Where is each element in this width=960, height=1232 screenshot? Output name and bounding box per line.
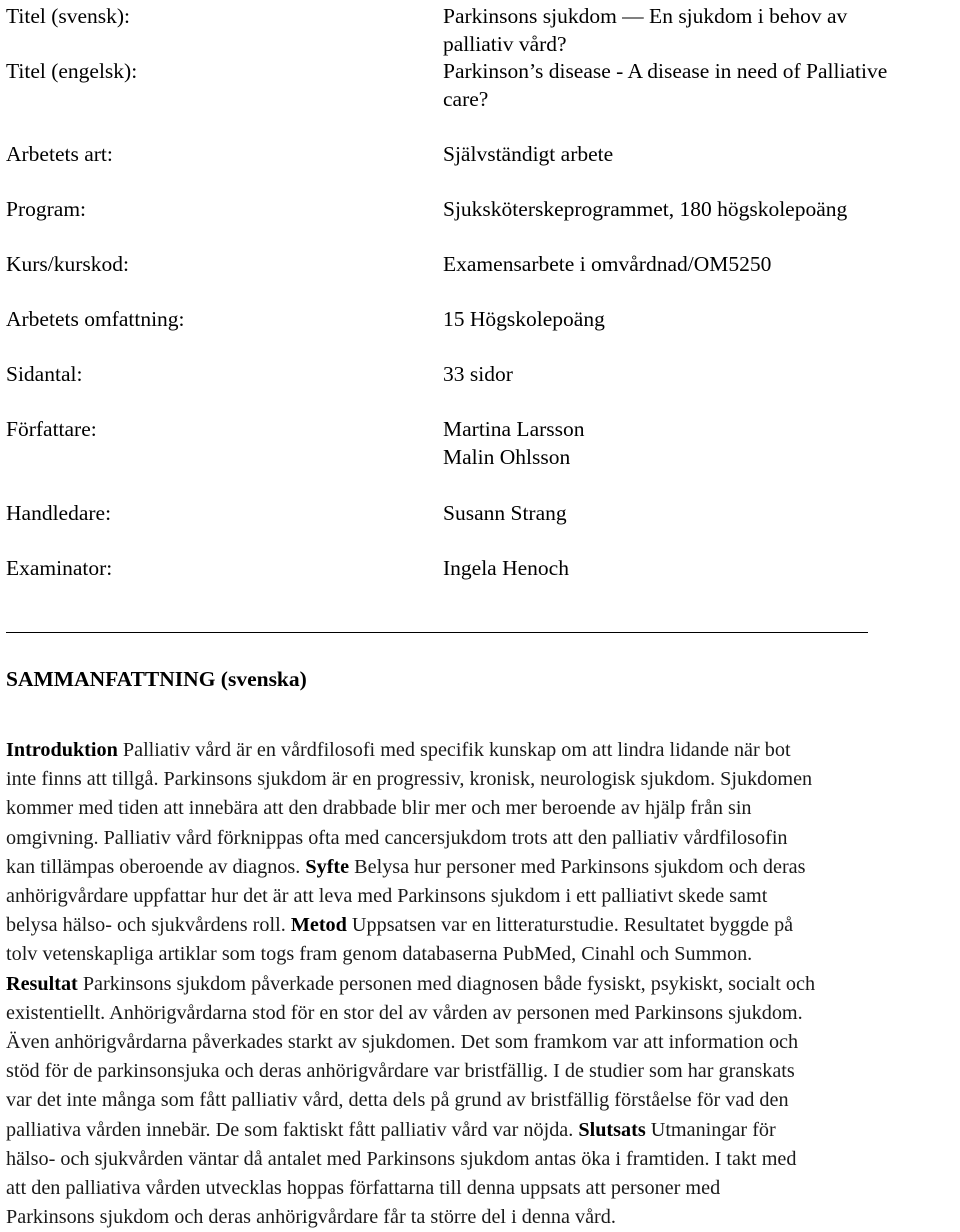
summary-heading: SAMMANFATTNING (svenska) (6, 667, 307, 691)
meta-label: Examinator: (6, 556, 113, 580)
abstract-line (6, 1057, 956, 1086)
abstract-text: var det inte många som fått palliativ vård, detta dels på grund av bristfällig förståelse för vad den (6, 1089, 789, 1112)
meta-value-line: care? (443, 87, 489, 111)
meta-value (443, 2, 943, 58)
meta-label: Arbetets omfattning: (6, 307, 185, 331)
meta-value (443, 140, 943, 168)
meta-label: Titel (engelsk): (6, 59, 138, 83)
meta-value-line: Parkinsons sjukdom — En sjukdom i behov av (443, 4, 848, 28)
abstract-text: kan tillämpas oberoende av diagnos. (6, 855, 306, 878)
abstract-text: belysa hälso- och sjukvårdens roll. (6, 914, 291, 937)
abstract-line (6, 853, 956, 882)
meta-value-line: palliativ vård? (443, 32, 567, 56)
meta-label: Handledare: (6, 501, 112, 525)
abstract-text: existentiellt. Anhörigvårdarna stod för en stor del av vården av personen med Parkinsons sjukdom. (6, 1001, 803, 1024)
meta-value-line: Examensarbete i omvårdnad/OM5250 (443, 252, 772, 276)
abstract-text: att den palliativa vården utvecklas hoppas författarna till denna uppsats att personer med (6, 1177, 721, 1200)
abstract-text: hälso- och sjukvården väntar då antalet med Parkinsons sjukdom antas öka i framtiden. I takt med (6, 1147, 797, 1170)
section-divider (6, 632, 868, 633)
abstract-line (6, 736, 956, 765)
abstract-text: kommer med tiden att innebära att den drabbade blir mer och mer beroende av hjälp från sin (6, 797, 752, 820)
abstract-line (6, 1145, 956, 1174)
abstract-text: omgivning. Palliativ vård förknippas ofta med cancersjukdom trots att den palliativ vårdfilosofin (6, 826, 788, 849)
abstract-text: Utmaningar för (645, 1118, 776, 1141)
abstract-line (6, 999, 956, 1028)
meta-value-line: Sjuksköterskeprogrammet, 180 högskolepoäng (443, 197, 848, 221)
meta-value-line: Susann Strang (443, 501, 567, 525)
abstract-text: Uppsatsen var en litteraturstudie. Resultatet byggde på (346, 914, 794, 937)
abstract-text: Belysa hur personer med Parkinsons sjukdom och deras (349, 855, 806, 878)
abstract-text: Palliativ vård är en vårdfilosofi med specifik kunskap om att lindra lidande när bot (117, 739, 791, 761)
abstract-line (6, 911, 956, 940)
abstract-text: Parkinsons sjukdom påverkade personen med diagnosen både fysiskt, psykiskt, socialt och (77, 972, 816, 995)
abstract-text: anhörigvårdare uppfattar hur det är att leva med Parkinsons sjukdom i ett palliativt skede samt (6, 885, 768, 908)
meta-label: Arbetets art: (6, 142, 113, 166)
abstract-line (6, 1086, 956, 1115)
meta-value-line: Malin Ohlsson (443, 445, 571, 469)
abstract-text: tolv vetenskapliga artiklar som togs fram genom databaserna PubMed, Cinahl och Summon. (6, 943, 753, 966)
meta-value (443, 360, 943, 388)
abstract-line (6, 1028, 956, 1057)
meta-value (443, 499, 943, 527)
meta-value (443, 57, 943, 113)
abstract-body (6, 736, 956, 1232)
abstract-section-label: Introduktion (6, 739, 118, 761)
abstract-section-label: Metod (290, 914, 347, 937)
abstract-section-label: Syfte (305, 855, 350, 878)
abstract-text: stöd för de parkinsonsjuka och deras anhörigvårdare var bristfällig. I de studier som har granskats (6, 1060, 795, 1083)
meta-value-line: Martina Larsson (443, 417, 585, 441)
meta-value-line: Parkinson’s disease - A disease in need of Palliative (443, 59, 888, 83)
abstract-line (6, 824, 956, 853)
abstract-section-label: Resultat (6, 972, 78, 995)
abstract-line (6, 765, 956, 794)
abstract-line (6, 1116, 956, 1145)
abstract-section-label: Slutsats (578, 1118, 646, 1141)
meta-label: Titel (svensk): (6, 4, 131, 28)
abstract-text: palliativa vården innebär. De som faktiskt fått palliativ vård var nöjda. (6, 1118, 579, 1141)
meta-label: Författare: (6, 417, 97, 441)
meta-value (443, 305, 943, 333)
abstract-line (6, 794, 956, 823)
abstract-line (6, 940, 956, 969)
abstract-text: Parkinsons sjukdom och deras anhörigvårdare får ta större del i denna vård. (6, 1206, 616, 1229)
meta-value (443, 554, 943, 582)
abstract-text: Även anhörigvårdarna påverkades starkt av sjukdomen. Det som framkom var att information och (6, 1031, 799, 1054)
abstract-text: inte finns att tillgå. Parkinsons sjukdom är en progressiv, kronisk, neurologisk sjukdom. Sjukdomen (6, 768, 813, 791)
abstract-line (6, 882, 956, 911)
meta-value-line: 33 sidor (443, 362, 513, 386)
meta-value-line: Självständigt arbete (443, 142, 614, 166)
meta-value (443, 415, 943, 471)
meta-value (443, 250, 943, 278)
abstract-line (6, 1174, 956, 1203)
abstract-line (6, 970, 956, 999)
meta-value-line: 15 Högskolepoäng (443, 307, 605, 331)
meta-label: Program: (6, 197, 87, 221)
meta-value (443, 195, 943, 223)
meta-label: Sidantal: (6, 362, 83, 386)
meta-label: Kurs/kurskod: (6, 252, 130, 276)
meta-value-line: Ingela Henoch (443, 556, 569, 580)
abstract-line (6, 1203, 956, 1232)
